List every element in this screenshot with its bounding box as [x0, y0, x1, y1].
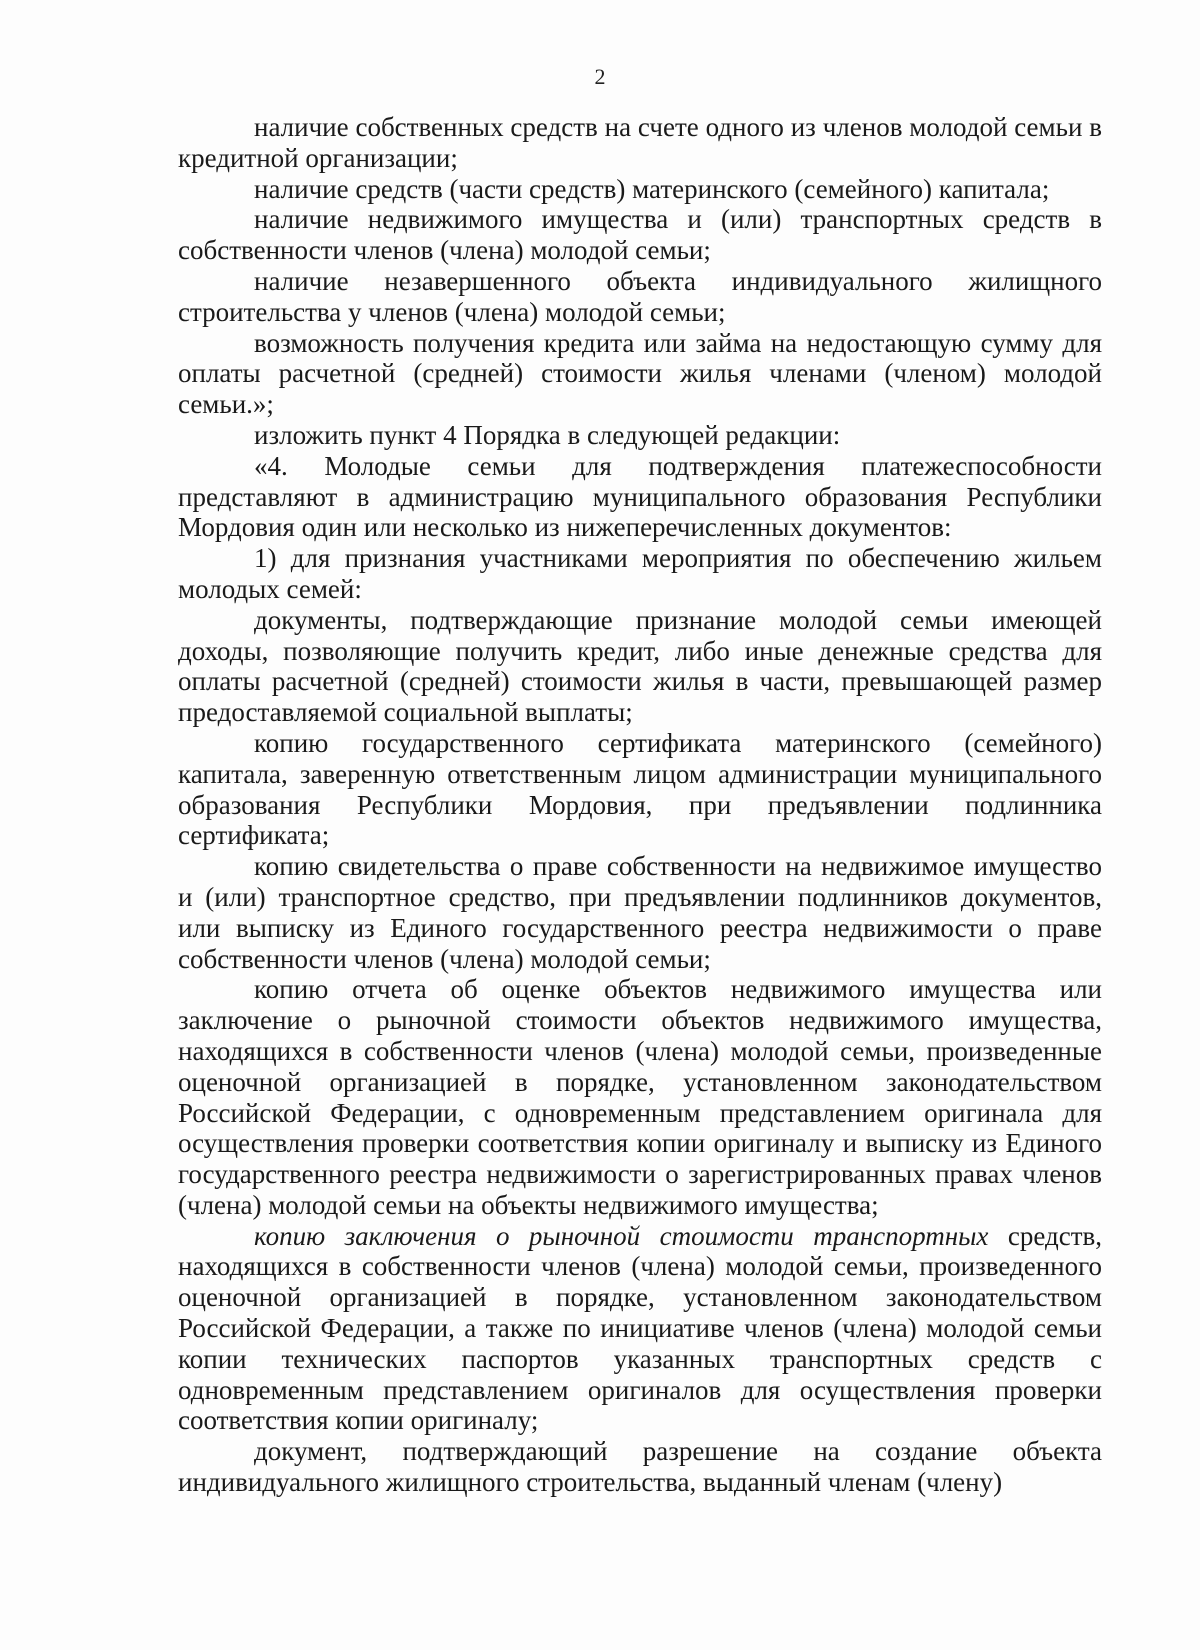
paragraph: документ, подтверждающий разрешение на создание объекта индивидуального жилищного строительства, выданный членам (члену) [178, 1436, 1102, 1498]
regular-text: средств, находящихся в собственности членов (члена) молодой семьи, произведенного оценочной организацией в порядке, установленном законодательством Российской Федерации, а также по инициативе членов (члена) молодой семьи копии технических паспортов указанных транспортных средств с одновременным представлением оригиналов для осуществления проверки соответствия копии оригиналу; [178, 1220, 1102, 1436]
paragraph: наличие собственных средств на счете одного из членов молодой семьи в кредитной организации; [178, 112, 1102, 173]
paragraph: наличие недвижимого имущества и (или) транспортных средств в собственности членов (члена) молодой семьи; [178, 204, 1102, 266]
paragraph: наличие средств (части средств) материнского (семейного) капитала; [254, 173, 1050, 204]
paragraph: копию отчета об оценке объектов недвижимого имущества или заключение о рыночной стоимости объектов недвижимого имущества, находящихся в собственности членов (члена) молодой семьи, произведенные оценочной организацией в порядке, установленном законодательством Российской Федерации, с одновременным представлением оригинала для осуществления проверки соответствия копии оригиналу и выписку из Единого государственного реестра недвижимости о зарегистрированных правах членов (члена) молодой семьи на объекты недвижимого имущества; [178, 974, 1102, 1220]
italic-text: копию заключения о рыночной стоимости транспортных [254, 1220, 989, 1251]
paragraph: наличие незавершенного объекта индивидуального жилищного строительства у членов (члена) молодой семьи; [178, 265, 1102, 327]
paragraph: возможность получения кредита или займа на недостающую сумму для оплаты расчетной (средней) стоимости жилья членами (членом) молодой семьи.»; [178, 327, 1102, 420]
page-number: 2 [594, 64, 606, 89]
paragraph: копию государственного сертификата материнского (семейного) капитала, заверенную ответственным лицом администрации муниципального образования Республики Мордовия, при предъявлении подлинника сертификата; [178, 727, 1102, 851]
paragraph-italic-lead [178, 1221, 1102, 1437]
paragraph: копию свидетельства о праве собственности на недвижимое имущество и (или) транспортное средство, при предъявлении подлинников документов, или выписку из Единого государственного реестра недвижимости о праве собственности членов (члена) молодой семьи; [178, 851, 1102, 974]
paragraph: «4. Молодые семьи для подтверждения платежеспособности представляют в администрацию муниципального образования Республики Мордовия один или несколько из нижеперечисленных документов: [178, 450, 1102, 543]
document-body [178, 112, 1102, 1498]
paragraph: изложить пункт 4 Порядка в следующей редакции: [254, 419, 841, 450]
paragraph: документы, подтверждающие признание молодой семьи имеющей доходы, позволяющие получить кредит, либо иные денежные средства для оплаты расчетной (средней) стоимости жилья в части, превышающей размер предоставляемой социальной выплаты; [178, 604, 1102, 728]
paragraph: 1) для признания участниками мероприятия по обеспечению жильем молодых семей: [178, 543, 1102, 604]
